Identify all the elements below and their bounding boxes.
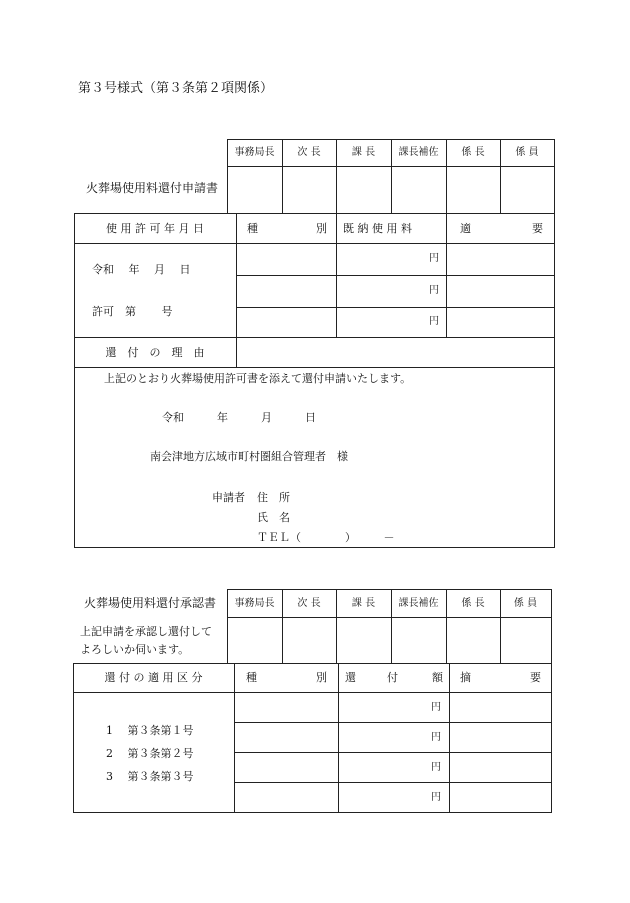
header-refund-right: 額: [432, 671, 443, 684]
yen-mark: 円: [431, 792, 441, 803]
approval-table-top-line: [73, 663, 552, 664]
header-paid-fee: 既 納 使 用 料: [343, 222, 412, 235]
permit-number-text: 許可 第 号: [92, 305, 173, 318]
yen-mark: 円: [431, 732, 441, 743]
header-permit-date: 使 用 許 可 年 月 日: [106, 222, 204, 235]
header-remarks-right: 要: [532, 222, 543, 235]
header-remarks-left: 適: [460, 222, 471, 235]
stamp-header-assistant-chief: 課長補佐: [398, 147, 439, 158]
stamp-header-director: 事務局長: [234, 147, 275, 158]
yen-mark: 円: [429, 316, 439, 327]
applicant-label: 申請者: [212, 491, 245, 504]
approval-table-bottom-line: [73, 812, 552, 813]
form-number: 第３号様式（第３条第２項関係）: [78, 81, 274, 96]
header-refund-mid: 付: [387, 671, 398, 684]
approval-left-border: [73, 663, 74, 813]
stamp-header-deputy: 次 長: [297, 147, 321, 158]
category-item: 3 第３条第３号: [106, 770, 194, 783]
header-refund-category: 還 付 の 適 用 区 分: [104, 671, 203, 684]
stamp-header-subsection-chief: 係 長: [461, 147, 485, 158]
stamp-header-staff: 係 員: [515, 147, 539, 158]
header-summary-right: 要: [530, 671, 541, 684]
yen-mark: 円: [429, 253, 439, 264]
application-statement: 上記のとおり火葬場使用許可書を添えて還付申請いたします。: [104, 372, 412, 385]
application-title: 火葬場使用料還付申請書: [86, 181, 219, 195]
approval-stamp-header-section-chief: 課 長: [351, 598, 376, 609]
yen-mark: 円: [431, 702, 441, 713]
approval-stamp-top-line: [227, 589, 552, 590]
tel-label: ＴＥＬ（ ） －: [257, 531, 395, 544]
approval-title: 火葬場使用料還付承認書: [84, 596, 217, 610]
table-top-line: [74, 213, 555, 214]
approval-text-line1: 上記申請を承認し還付して: [80, 625, 212, 638]
approval-stamp-header-deputy: 次 長: [297, 598, 321, 609]
approval-text-line2: よろしいか伺います。: [80, 643, 190, 656]
header-summary-left: 摘: [460, 671, 471, 684]
approval-stamp-header-assistant-chief: 課長補佐: [398, 598, 439, 609]
address-label: 住 所: [257, 491, 290, 504]
name-label: 氏 名: [257, 511, 290, 524]
form-left-border: [74, 213, 75, 548]
application-date-line: 令和 年 月 日: [162, 411, 316, 424]
reason-label: 還 付 の 理 由: [105, 346, 205, 359]
category-item: 2 第３条第２号: [106, 747, 194, 760]
approval-stamp-header-director: 事務局長: [234, 598, 275, 609]
header-kind-left: 種: [247, 222, 258, 235]
permit-date-text: 令和 年 月 日: [92, 263, 191, 276]
header-refund-left: 還: [345, 671, 356, 684]
approval-stamp-header-subsection-chief: 係 長: [461, 598, 485, 609]
yen-mark: 円: [431, 762, 441, 773]
header-kind-left: 種: [246, 671, 257, 684]
form-right-border: [554, 139, 555, 547]
category-item: 1 第３条第１号: [106, 724, 194, 737]
addressee: 南会津地方広域市町村圏組合管理者 様: [150, 450, 348, 463]
stamp-header-section-chief: 課 長: [351, 147, 376, 158]
approval-stamp-header-staff: 係 員: [513, 598, 538, 609]
approval-right-border: [551, 589, 552, 813]
yen-mark: 円: [429, 285, 439, 296]
header-kind-right: 別: [316, 671, 327, 684]
form-bottom-line: [74, 547, 555, 548]
header-kind-right: 別: [316, 222, 327, 235]
